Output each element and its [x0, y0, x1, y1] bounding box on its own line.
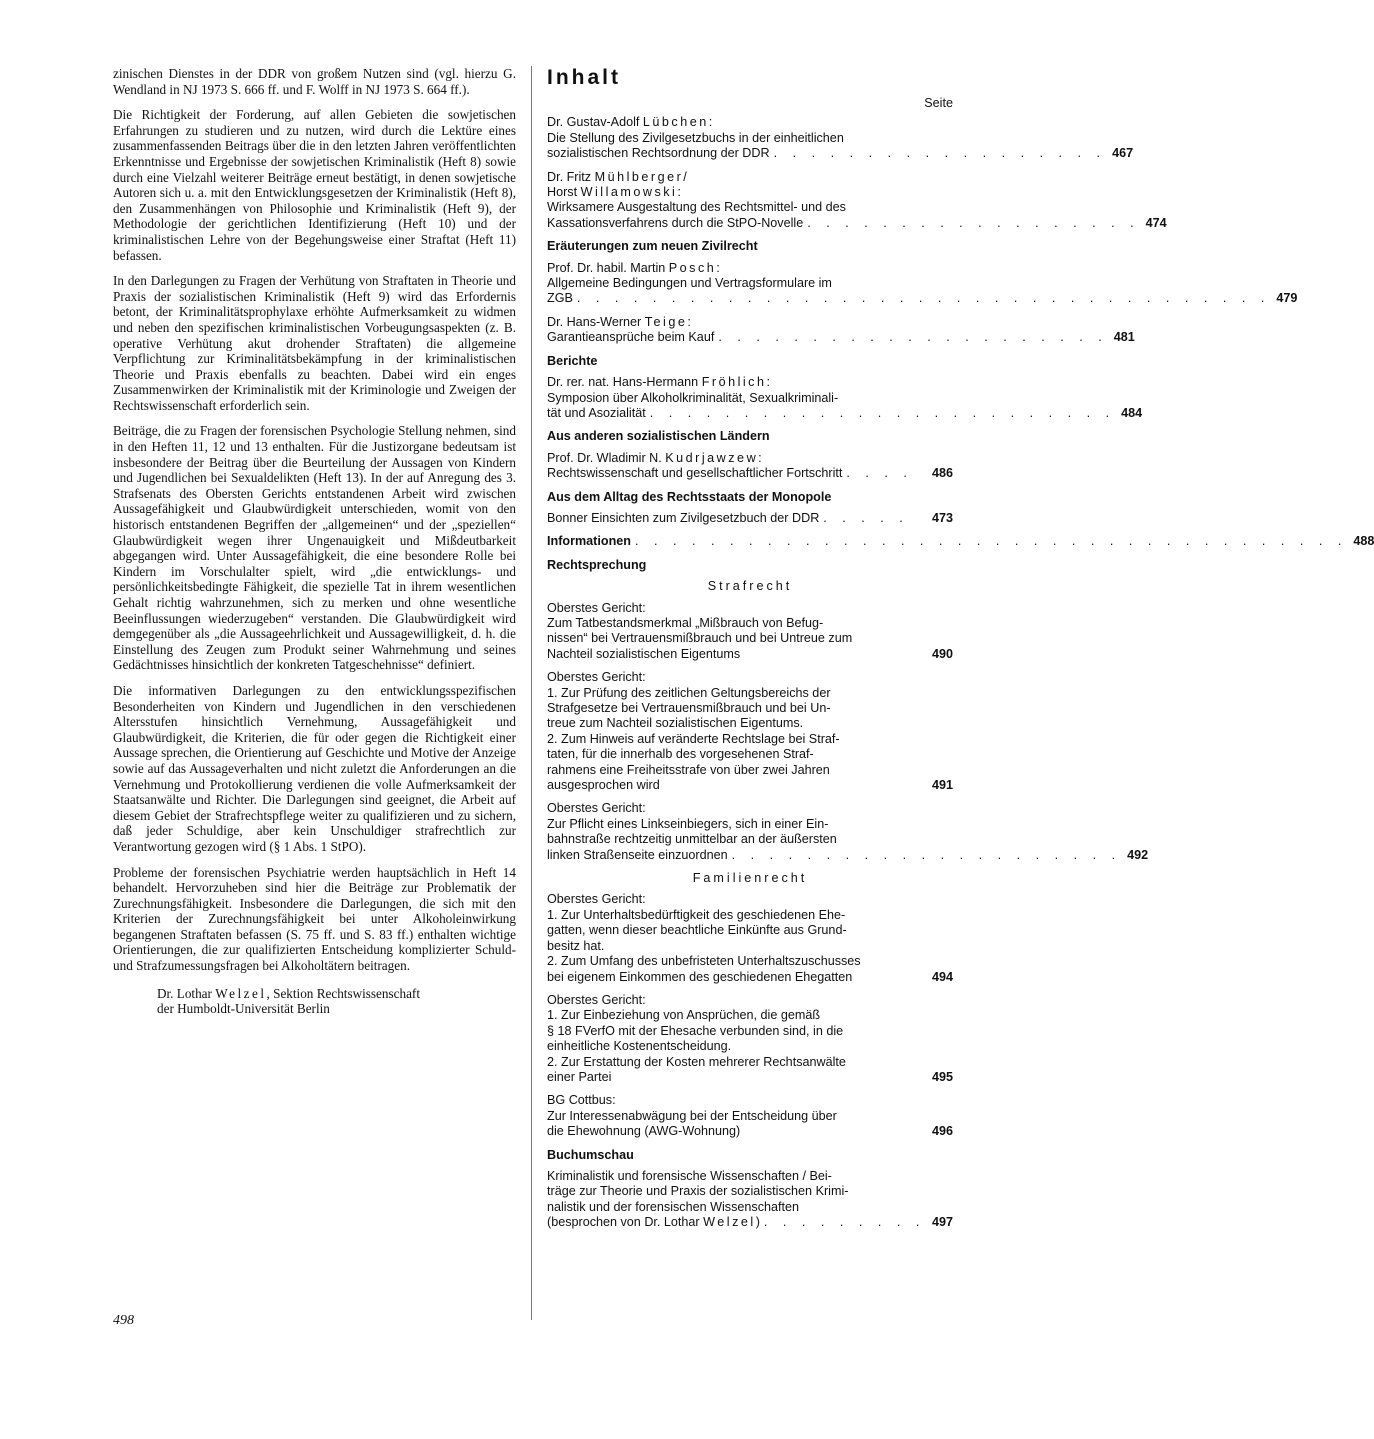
toc-entry: Dr. Gustav-Adolf Lübchen: Die Stellung des Zivilgesetzbuchs in der einheitlichen sozialistischen Rechtsordnung der DDR . . . . . . . . . . . . . . . . . . 467	[547, 115, 1134, 161]
toc-section-heading: Aus anderen sozialistischen Ländern	[547, 429, 770, 444]
toc-section-heading: Rechtsprechung	[547, 557, 647, 572]
toc-entry-title: Bonner Einsichten zum Zivilgesetzbuch der DDR	[547, 510, 820, 525]
toc-entry: Dr. rer. nat. Hans-Hermann Fröhlich: Symposion über Alkoholkriminalität, Sexualkriminali- tät und Asozialität . . . . . . . . . . . . . . . . . . . . . . . . . 484	[547, 375, 1143, 420]
toc-entry-title: Symposion über Alkoholkriminalität, Sexualkriminali-	[547, 390, 839, 405]
toc-court: BG Cottbus:	[547, 1093, 616, 1108]
toc-entry: Oberstes Gericht: 1. Zur Prüfung des zeitlichen Geltungsbereichs der Strafgesetze bei Vertrauensmißbrauch und bei Un- treue zum Nachteil sozialistischen Eigentums. 2. Zum Hinweis auf veränderte Rechtslage bei Straf- taten, für die innerhalb des vorgesehenen Straf- rahmens eine Freiheitsstrafe von über zwei Jahren ausgesprochen wird 491	[547, 670, 953, 793]
toc-author: Prof. Dr. habil. Martin Posch:	[547, 260, 720, 275]
toc-entry-title: Wirksamere Ausgestaltung des Rechtsmittel- und des	[547, 200, 846, 215]
toc-entry-title: (besprochen von Dr. Lothar Welzel)	[547, 1215, 760, 1230]
article-paragraph: In den Darlegungen zu Fragen der Verhütung von Straftaten in Theorie und Praxis der sozialistischen Kriminalistik (Heft 9) wird das Erfordernis betont, der Kriminalitätsprophylaxe erhöhte Aufmerksamkeit zu widmen und neben den spezifischen kriminalistischen Vorbeugungsaspekten (z. B. operative Verhütung akut drohender Straftaten) die allgemeine Verpflichtung zur Kriminalitätsbekämpfung in der kriminalistischen Theorie und Praxis ebenfalls zu beachten. Dabei wird ein enges Zusammenwirken der Kriminalistik mit der Kriminologie und Zweigen der Rechtswissenschaft erforderlich sein.	[113, 273, 516, 413]
table-of-contents	[547, 64, 1374, 1239]
toc-entry-title: Allgemeine Bedingungen und Vertragsformulare im	[547, 276, 832, 291]
left-article-column	[113, 66, 516, 1017]
toc-author: Horst Willamowski:	[547, 185, 681, 200]
seite-label: Seite	[924, 96, 953, 110]
toc-entry-title: Garantieansprüche beim Kauf	[547, 330, 715, 345]
toc-page-number: 497	[931, 1215, 953, 1230]
toc-court: Oberstes Gericht:	[547, 992, 646, 1007]
toc-subsection-heading: Strafrecht	[707, 579, 793, 594]
toc-entry: Kriminalistik und forensische Wissenschaften / Bei- träge zur Theorie und Praxis der sozialistischen Krimi- nalistik und der forensischen Wissenschaften (besprochen von Dr. Lothar Welzel) . . . . . . . . . 497	[547, 1168, 953, 1230]
toc-court: Oberstes Gericht:	[547, 892, 646, 907]
article-paragraph: Die Richtigkeit der Forderung, auf allen Gebieten die sowjetischen Erfahrungen zu studieren und zu nutzen, wird durch die Lektüre eines zusammenfassenden Beitrags über die in den letzten Jahren veröffentlichten Erkenntnisse und Ergebnisse der sowjetischen Kriminalistik (Heft 8) sowie durch eine Vielzahl weiterer Beiträge erneut bestätigt, in denen sowjetische Autoren sich u. a. mit den Entwicklungsgesetzen der Kriminalistik (Heft 8), den Zusammenhängen von Philosophie und Kriminalistik (Heft 9), der Methodologie der gerichtlichen Identifizierung (Heft 10) und der kriminalistischen Lehre von der Begehungsweise einer Straftat (Heft 11) befassen.	[113, 107, 516, 263]
toc-title: Inhalt	[547, 66, 621, 89]
toc-section-heading: Eräuterungen zum neuen Zivilrecht	[547, 239, 758, 254]
signature-institution: der Humboldt-Universität Berlin	[157, 1001, 330, 1017]
toc-page-number: 484	[1121, 405, 1143, 420]
toc-entry: Bonner Einsichten zum Zivilgesetzbuch der DDR . . . . . 473	[547, 510, 953, 525]
article-paragraph: Die informativen Darlegungen zu den entwicklungsspezifischen Besonderheiten von Kindern und Jugendlichen in den verschiedenen Altersstufen hinsichtlich Vernehmung, Aussagefähigkeit und Glaubwürdigkeit, die Kriterien, die für oder gegen die Richtigkeit einer Aussage sprechen, die Orientierung auf Geschichte und Motive der Anzeige sowie auf das Aussageverhalten und nicht zuletzt die Anforderungen an die Vernehmung und Protokollierung verdienen die volle Aufmerksamkeit der Staatsanwälte und Richter. Die Darlegungen sind geeignet, die Arbeit auf diesem Gebiet der Strafrechtspflege weiter zu qualifizieren und zu sichern, daß jeder Schuldige, aber kein Unschuldiger strafrechtlich zur Verantwortung gezogen wird (§ 1 Abs. 1 StPO).	[113, 682, 516, 854]
signature-affiliation: , Sektion Rechtswissenschaft	[266, 985, 420, 1001]
toc-entry-title: Kassationsverfahrens durch die StPO-Novelle	[547, 215, 804, 230]
column-divider	[531, 66, 532, 1320]
toc-entry-title: linken Straßenseite einzuordnen	[547, 847, 728, 862]
toc-entry-title: Nachteil sozialistischen Eigentums	[547, 646, 741, 661]
toc-entry: BG Cottbus: Zur Interessenabwägung bei der Entscheidung über die Ehewohnung (AWG-Wohnung) 496	[547, 1093, 953, 1139]
page-number: 498	[113, 1313, 134, 1328]
toc-author: Dr. Fritz Mühlberger/	[547, 169, 687, 184]
toc-entry: Informationen . . . . . . . . . . . . . . . . . . . . . . . . . . . . . . . . . . . . . . 488	[547, 534, 1374, 549]
toc-author: Dr. rer. nat. Hans-Hermann Fröhlich:	[547, 375, 770, 390]
toc-subsection-heading: Familienrecht	[692, 871, 808, 886]
toc-entry	[547, 601, 953, 663]
toc-entry-title: einer Partei	[547, 1069, 612, 1084]
toc-entry-title: Zum Tatbestandsmerkmal „Mißbrauch von Befug-	[547, 615, 824, 630]
toc-page-number: 490	[931, 646, 953, 661]
toc-page-number: 474	[1145, 215, 1167, 230]
toc-section-heading: Informationen	[547, 534, 631, 549]
signature-prefix: Dr. Lothar	[157, 985, 216, 1001]
toc-entry: Prof. Dr. habil. Martin Posch: Allgemeine Bedingungen und Vertragsformulare im ZGB . . . . . . . . . . . . . . . . . . . . . . . . . . . . . . . . . . . . . 479	[547, 260, 1298, 306]
toc-page-number: 481	[1113, 330, 1135, 345]
toc-entry: Dr. Fritz Mühlberger/ Horst Willamowski: Wirksamere Ausgestaltung des Rechtsmittel- und des Kassationsverfahrens durch die StPO-Novelle . . . . . . . . . . . . . . . . . . 474	[547, 169, 1167, 230]
toc-page-number: 488	[1353, 534, 1374, 549]
toc-entry-title: Rechtswissenschaft und gesellschaftlicher Fortschritt	[547, 466, 843, 481]
toc-court: Oberstes Gericht:	[547, 600, 646, 615]
toc-entry-title: die Ehewohnung (AWG-Wohnung)	[547, 1124, 741, 1139]
toc-entry-title: nissen“ bei Vertrauensmißbrauch und bei Untreue zum	[547, 631, 853, 646]
article-paragraph: Probleme der forensischen Psychiatrie werden hauptsächlich in Heft 14 behandelt. Hervorzuheben sind hier die Beiträge zur Problematik der Zurechnungsfähigkeit. Insbesondere die Darlegungen, die sich mit den Kriterien der Zurechnungsfähigkeit bei unter Alkoholeinwirkung begangenen Straftaten befassen (S. 75 ff. und S. 83 ff.) enthalten wichtige Orientierungen, die zur qualifizierten Entscheidung komplizierter Schuld- und Strafzumessungsfragen bei Alkoholtätern beitragen.	[113, 864, 516, 974]
toc-page-number: 496	[931, 1124, 953, 1139]
toc-page-number: 494	[931, 969, 953, 984]
toc-entry: Oberstes Gericht: 1. Zur Einbeziehung von Ansprüchen, die gemäß § 18 FVerfO mit der Ehesache verbunden sind, in die einheitliche Kostenentscheidung. 2. Zur Erstattung der Kosten mehrerer Rechtsanwälte einer Partei 495	[547, 992, 953, 1084]
toc-entry-title: bei eigenem Einkommen des geschiedenen Ehegatten	[547, 969, 853, 984]
toc-section-heading: Buchumschau	[547, 1147, 634, 1162]
toc-entry: Prof. Dr. Wladimir N. Kudrjawzew: Rechtswissenschaft und gesellschaftlicher Fortschritt . . . . 486	[547, 450, 953, 481]
toc-entry: Oberstes Gericht: Zur Pflicht eines Linkseinbiegers, sich in einer Ein- bahnstraße rechtzeitig unmittelbar an der äußersten linken Straßenseite einzuordnen . . . . . . . . . . . . . . . . . . . . . 492	[547, 801, 1149, 862]
toc-author: Dr. Hans-Werner Teige:	[547, 314, 691, 329]
toc-court: Oberstes Gericht:	[547, 801, 646, 816]
toc-author: Prof. Dr. Wladimir N. Kudrjawzew:	[547, 450, 762, 465]
toc-page-number: 495	[931, 1069, 953, 1084]
toc-entry-title: ZGB	[547, 291, 573, 306]
toc-page-number: 486	[931, 466, 953, 481]
toc-page-number: 479	[1276, 291, 1298, 306]
toc-section-heading: Berichte	[547, 353, 598, 368]
toc-section-heading: Aus dem Alltag des Rechtsstaats der Monopole	[547, 489, 832, 504]
toc-court: Oberstes Gericht:	[547, 670, 646, 685]
toc-page-number: 473	[931, 510, 953, 525]
signature-name: Welzel	[215, 985, 267, 1001]
toc-entry: Oberstes Gericht: 1. Zur Unterhaltsbedürftigkeit des geschiedenen Ehe- gatten, wenn dieser beachtliche Einkünfte aus Grund- besitz hat. 2. Zum Umfang des unbefristeten Unterhaltszuschusses bei eigenem Einkommen des geschiedenen Ehegatten 494	[547, 892, 953, 984]
article-paragraph: zinischen Dienstes in der DDR von großem Nutzen sind (vgl. hierzu G. Wendland in NJ 1973 S. 666 ff. und F. Wolff in NJ 1973 S. 664 ff.).	[113, 66, 516, 97]
toc-entry-title: ausgesprochen wird	[547, 778, 660, 793]
toc-entry: Dr. Hans-Werner Teige: Garantieansprüche beim Kauf . . . . . . . . . . . . . . . . . . . . . 481	[547, 314, 1135, 345]
toc-page-number: 491	[931, 778, 953, 793]
toc-page-number: 467	[1112, 146, 1134, 161]
toc-entry-title: sozialistischen Rechtsordnung der DDR	[547, 146, 770, 161]
toc-page-number: 492	[1127, 847, 1149, 862]
toc-entry-title: tät und Asozialität	[547, 405, 646, 420]
toc-entry-title: Die Stellung des Zivilgesetzbuchs in der einheitlichen	[547, 130, 844, 145]
toc-author: Dr. Gustav-Adolf Lübchen:	[547, 115, 713, 130]
article-paragraph: Beiträge, die zu Fragen der forensischen Psychologie Stellung nehmen, sind in den Heften 11, 12 und 13 enthalten. Für die Justizorgane bedeutsam ist insbesondere der Beitrag über die Beurteilung der Aussagen von Kindern und Jugendlichen bei Sexualdelikten (Heft 13). In der auf Anregung des 3. Strafsenats des Obersten Gerichts entstandenen Arbeit wird zwischen Aussagefähigkeit und Glaubwürdigkeit unterschieden, womit von den historisch entstandenen Begriffen der „allgemeinen“ und der „speziellen“ Glaubwürdigkeit wegen ihrer Ungenauigkeit und Mißdeutbarkeit abgegangen wird. Unter Aussagefähigkeit, die eine besondere Rolle bei Kindern im Vorschulalter spielt, wird „die entwicklungs- und persönlichkeitsbedingte Fähigkeit, die spezielle Tat in ihrem wesentlichen Gehalt richtig wahrzunehmen, sich zu merken und ohne wesentliche Beeinflussungen wiederzugeben“ verstanden. Die Glaubwürdigkeit wird demgegenüber als „die Aussageehrlichkeit und Aussagewilligkeit, d. h. die Einstellung des Zeugen zum Produkt seiner Wahrnehmung und seines Gedächtnisses hinsichtlich der konkreten Tatgeschehnisse“ definiert.	[113, 423, 516, 673]
author-signature	[113, 986, 516, 1017]
